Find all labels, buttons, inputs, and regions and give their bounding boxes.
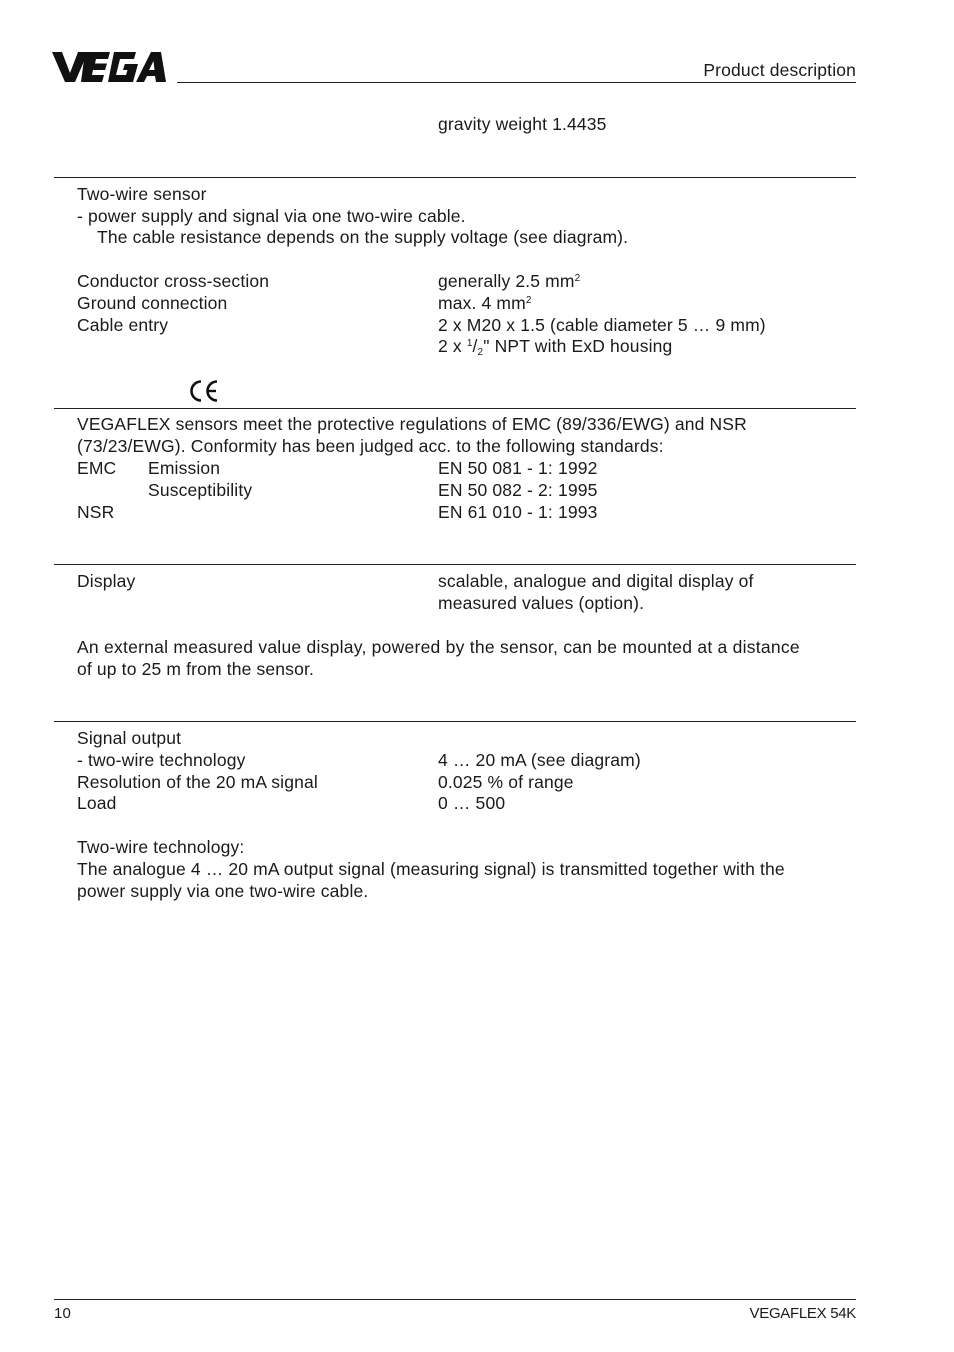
conductor-label: Conductor cross-section	[77, 271, 270, 291]
npt-value: 2 x $^1/_2$" NPT with ExD housing	[438, 336, 673, 358]
ground-label: Ground connection	[77, 293, 228, 313]
load-label: Load	[77, 793, 117, 813]
display-paragraph-line2: of up to 25 m from the sensor.	[77, 659, 314, 679]
header-rule	[177, 82, 856, 83]
susceptibility-value: EN 50 082 - 2: 1995	[438, 480, 598, 500]
section-rule-ce	[54, 408, 856, 409]
nsr-label: NSR	[77, 502, 115, 522]
ce-text-line1: VEGAFLEX sensors meet the protective regulations of EMC (89/336/EWG) and NSR	[77, 414, 747, 434]
display-value-line1: scalable, analogue and digital display of	[438, 571, 754, 591]
display-paragraph-line1: An external measured value display, powered by the sensor, can be mounted at a distance	[77, 637, 800, 657]
two-wire-technology-value: 4 … 20 mA (see diagram)	[438, 750, 641, 770]
cable-resistance-text: The cable resistance depends on the supply voltage (see diagram).	[97, 227, 629, 247]
cable-entry-value: 2 x M20 x 1.5 (cable diameter 5 … 9 mm)	[438, 315, 766, 335]
conductor-value: generally 2.5 $mm^2$	[438, 271, 581, 291]
ce-text-line2: (73/23/EWG). Conformity has been judged acc. to the following standards:	[77, 436, 664, 456]
cable-entry-label: Cable entry	[77, 315, 169, 335]
gravity-weight-text: gravity weight 1.4435	[438, 114, 607, 134]
load-value: 0 … 500	[438, 793, 506, 813]
section-rule-electrical	[54, 177, 856, 178]
footer-product-name: VEGAFLEX 54K	[749, 1305, 856, 1322]
ground-value: max. 4 $mm^2$	[438, 293, 532, 313]
vega-logo	[52, 51, 166, 83]
emc-label: EMC	[77, 458, 117, 478]
two-wire-sensor-text: Two-wire sensor	[77, 184, 207, 204]
power-supply-bullet: - power supply and signal via one two-wire cable.	[77, 206, 466, 226]
footer-rule	[54, 1299, 856, 1300]
section-title: Product description	[703, 60, 856, 80]
page-number: 10	[54, 1305, 71, 1322]
emission-label: Emission	[148, 458, 221, 478]
display-value-line2: measured values (option).	[438, 593, 645, 613]
two-wire-tech-heading: Two-wire technology:	[77, 837, 245, 857]
two-wire-tech-line1: The analogue 4 … 20 mA output signal (measuring signal) is transmitted together with the	[77, 859, 785, 879]
resolution-value: 0.025 % of range	[438, 772, 574, 792]
section-rule-display	[54, 564, 856, 565]
two-wire-tech-line2: power supply via one two-wire cable.	[77, 881, 369, 901]
nsr-value: EN 61 010 - 1: 1993	[438, 502, 598, 522]
ce-mark-icon	[189, 379, 221, 403]
emission-value: EN 50 081 - 1: 1992	[438, 458, 598, 478]
display-label: Display	[77, 571, 136, 591]
two-wire-technology-label: - two-wire technology	[77, 750, 246, 770]
section-rule-output	[54, 721, 856, 722]
resolution-label: Resolution of the 20 mA signal	[77, 772, 318, 792]
signal-output-label: Signal output	[77, 728, 182, 748]
susceptibility-label: Susceptibility	[148, 480, 253, 500]
